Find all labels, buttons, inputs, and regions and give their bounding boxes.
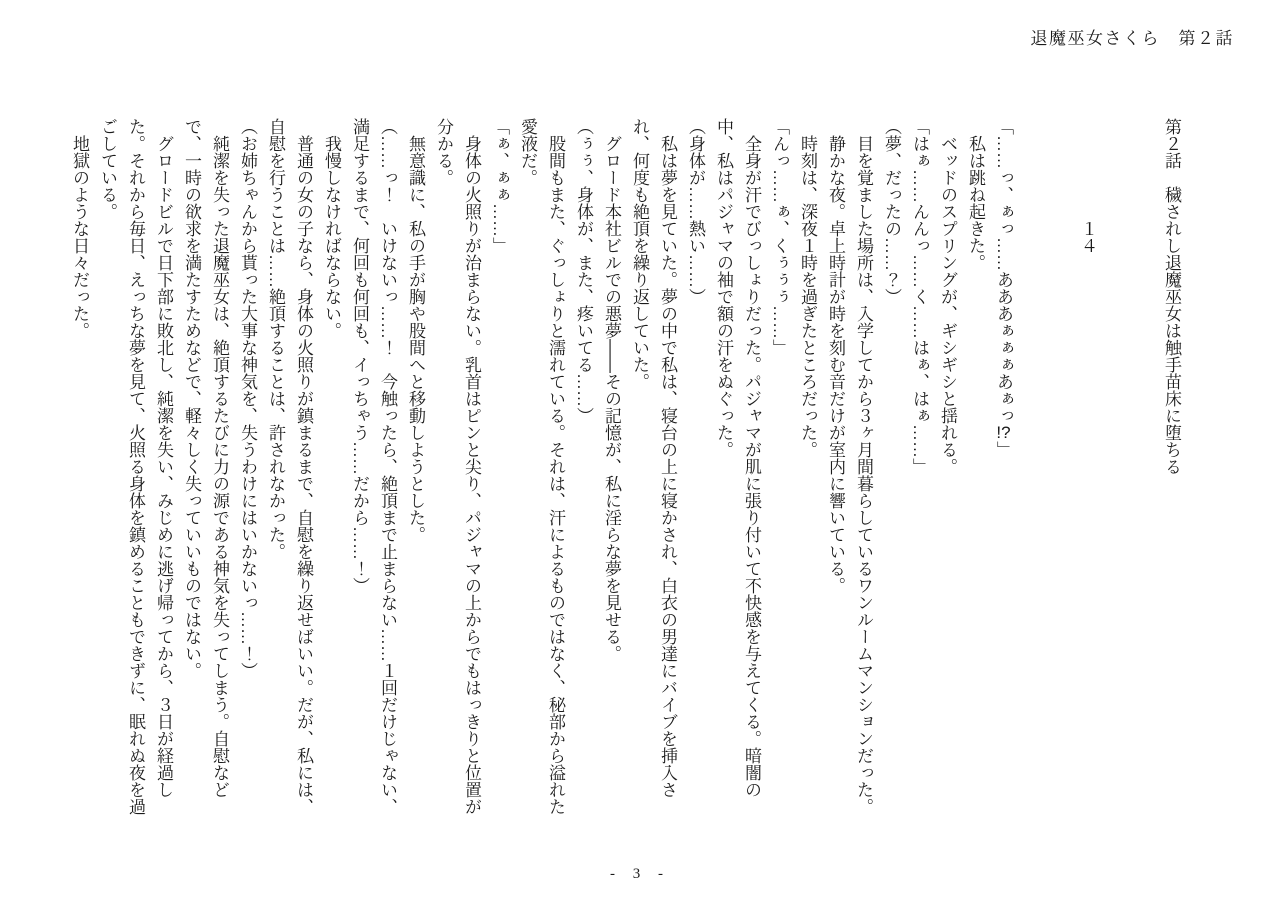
vertical-text-block <box>65 118 1185 818</box>
narration: 股間もまた、ぐっしょりと濡れている。それは、汗によるものではなく、秘部から溢れた愛液だ。 <box>518 118 565 815</box>
narration: 全身が汗でびっしょりだった。パジャマが肌に張り付いて不快感を与えてくる。暗闇の中、私はパジャマの袖で額の汗をぬぐった。 <box>714 118 761 798</box>
narration: グロードビルで日下部に敗北し、純潔を失い、みじめに逃げ帰ってから、３日が経過した。それから毎日、えっちな夢を見て、火照る身体を鎮めることもできずに、眠れぬ夜を過ごしている。 <box>98 118 173 815</box>
thought: （身体が……熱い……） <box>686 118 705 305</box>
narration: 無意識に、私の手が胸や股間へと移動しようとした。 <box>406 135 425 543</box>
dialogue: 「んっ……ぁ、くぅぅぅ……」 <box>770 118 789 356</box>
thought: （夢、だったの……？） <box>882 118 901 305</box>
narration: 静かな夜。卓上時計が時を刻む音だけが室内に響いている。 <box>826 135 845 594</box>
blank-line <box>1101 118 1129 818</box>
narration: 純潔を失った退魔巫女は、絶頂するたびに力の源である神気を失ってしまう。自慰などで、一時の欲求を満たすためなどで、軽々しく失っていいものではない。 <box>182 118 229 798</box>
narration: ベッドのスプリングが、ギシギシと揺れる。 <box>938 135 957 475</box>
narration: 我慢しなければならない。 <box>322 135 341 339</box>
narration: 普通の女の子なら、身体の火照りが鎮まるまで、自慰を繰り返せばいい。だが、私には、自慰を行うことは……絶頂することは、許されなかった。 <box>266 118 313 815</box>
running-header: 退魔巫女さくら 第２話 <box>1030 29 1234 48</box>
page-number: - 3 - <box>610 866 670 882</box>
dialogue: 「ぁ、ぁぁ……」 <box>490 118 509 254</box>
thought: （ぅぅ、身体が、また、疼いてる……） <box>574 118 593 424</box>
narration: 私は夢を見ていた。夢の中で私は、寝台の上に寝かされ、白衣の男達にバイブを挿入され、何度も絶頂を繰り返していた。 <box>630 118 677 798</box>
section-number: １４ <box>1078 220 1097 254</box>
dialogue: 「はぁ……んんっ……く……はぁ、はぁ……」 <box>910 118 929 475</box>
blank-line <box>1045 118 1073 818</box>
blank-line <box>1017 118 1045 818</box>
narration: 身体の火照りが治まらない。乳首はピンと尖り、パジャマの上からでもはっきりと位置が分かる。 <box>434 118 481 815</box>
thought: （お姉ちゃんから貰った大事な神気を、失うわけにはいかないっ……！） <box>238 118 257 679</box>
narration: グロード本社ビルでの悪夢――その記憶が、私に淫らな夢を見せる。 <box>602 135 621 662</box>
narration: 時刻は、深夜１時を過ぎたところだった。 <box>798 135 817 458</box>
tatechuyoko-exclamation-question: !? <box>996 424 1011 441</box>
blank-line <box>1129 118 1157 818</box>
thought: （……っ！ いけないっ……！ 今触ったら、絶頂まで止まらない……１回だけじゃない、満足するまで、何回も何回も、イっちゃう……だから……！） <box>350 118 397 815</box>
dialogue: 「……っ、ぁっ……あああぁぁぁあぁっ!?」 <box>994 118 1013 458</box>
chapter-title: 第２話 穢されし退魔巫女は触手苗床に堕ちる <box>1162 118 1181 475</box>
narration: 目を覚ました場所は、入学してから３ヶ月間暮らしているワンルームマンションだった。 <box>854 135 873 815</box>
narration: 私は跳ね起きた。 <box>966 135 985 271</box>
narration: 地獄のような日々だった。 <box>70 135 89 339</box>
